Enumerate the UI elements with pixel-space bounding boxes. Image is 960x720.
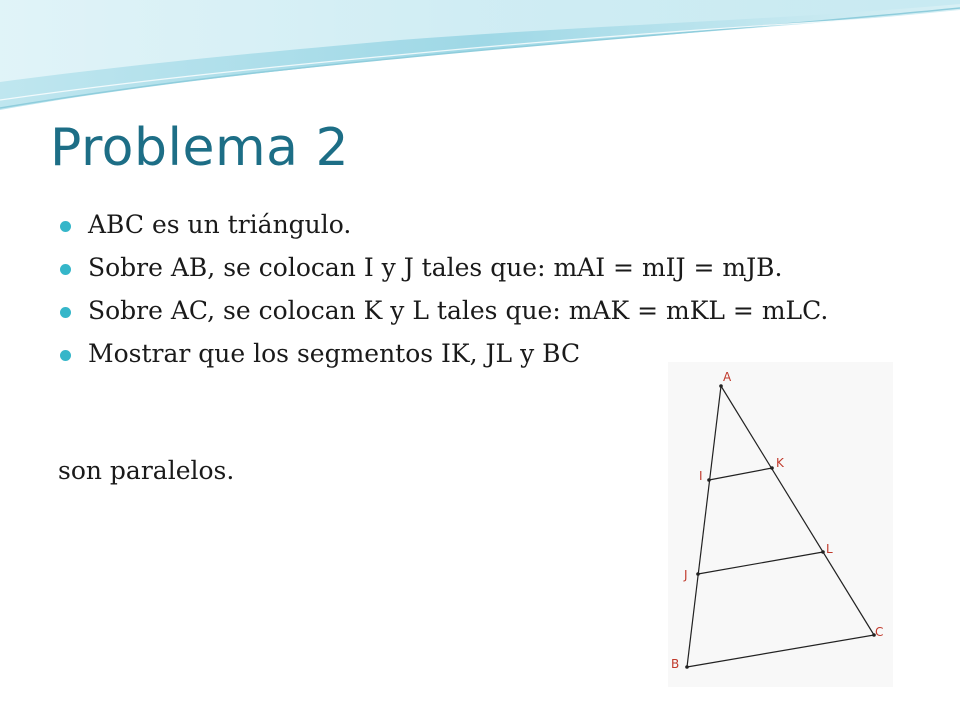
bullet-text: Sobre AB, se colocan I y J tales que: mAI = mIJ = mJB. (88, 253, 783, 282)
point-j (696, 572, 700, 576)
triangle-diagram (668, 362, 893, 687)
label-j: J (684, 568, 688, 582)
bullet-dot-icon (60, 221, 71, 232)
bullet-list (60, 210, 900, 375)
point-l (821, 550, 825, 554)
segment-bc (687, 635, 874, 667)
label-l: L (826, 542, 833, 556)
bullet-dot-icon (60, 307, 71, 318)
bullet-item (60, 210, 900, 240)
segment-ab (687, 386, 721, 667)
label-a: A (723, 370, 732, 384)
segment-ik (709, 468, 772, 480)
bullet-text: ABC es un triángulo. (88, 210, 352, 239)
bullet-item (60, 296, 900, 326)
bullet-text: Mostrar que los segmentos IK, JL y BC (88, 339, 581, 368)
slide-title: Problema 2 (50, 118, 350, 178)
bullet-dot-icon (60, 350, 71, 361)
segment-jl (698, 552, 823, 574)
label-b: B (671, 657, 680, 671)
bullet-dot-icon (60, 264, 71, 275)
point-i (707, 478, 711, 482)
label-k: K (776, 456, 784, 470)
triangle-figure (668, 362, 893, 687)
label-c: C (875, 625, 884, 639)
point-b (685, 665, 689, 669)
header-wave-decoration (0, 0, 960, 120)
point-k (770, 466, 774, 470)
label-i: I (699, 469, 703, 483)
bullet-item (60, 339, 678, 369)
point-a (719, 384, 723, 388)
segment-ac (721, 386, 874, 635)
bullet-item (60, 253, 900, 283)
bullet-continuation-text: son paralelos. (58, 456, 235, 485)
bullet-text: Sobre AC, se colocan K y L tales que: mAK = mKL = mLC. (88, 296, 829, 325)
